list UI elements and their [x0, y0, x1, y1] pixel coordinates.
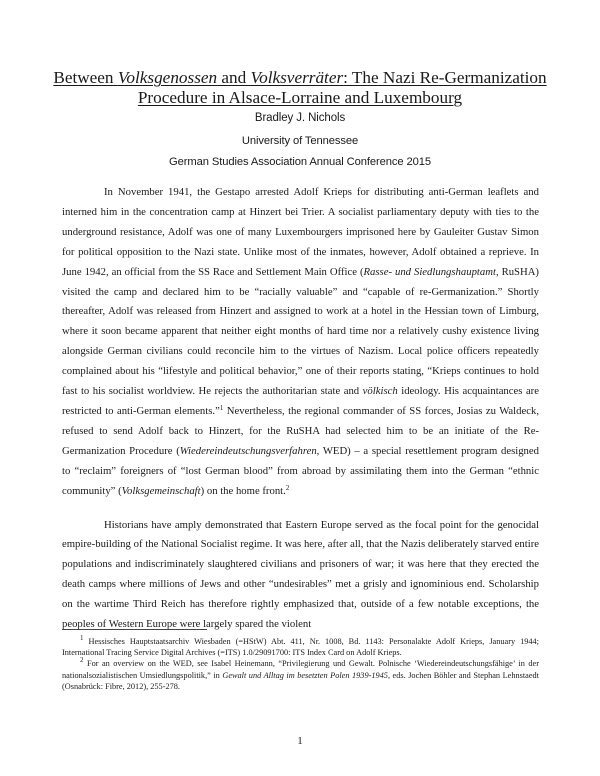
title-text: : The Nazi Re-Germanization: [343, 68, 547, 87]
footnote-1: $^1$ Hessisches Hauptstaatsarchiv Wiesbaden (=HStW) Abt. 411, Nr. 1008, Bd. 1143: Personalakte Adolf Krieps, January 1944; International Tracing Service Digital Archives (=ITS) 1.0/29091700: ITS Index Card on Adolf Krieps.: [62, 634, 539, 658]
title-italic-volksgenossen: Volksgenossen: [117, 68, 218, 87]
footnote-ref-2[interactable]: 2: [285, 483, 290, 492]
page-number: 1: [297, 735, 303, 747]
paragraph-1: In November 1941, the Gestapo arrested Adolf Krieps for distributing anti-German leaflets and interned him in the concentration camp at Hinzert bei Trier. A socialist parliamentary deputy with ties to the underground resistance, Adolf was one of many Luxembourgers imprisoned here by Gauleiter Gustav Simon for political opposition to the Nazi state. Unlike most of the inmates, however, Adolf obtained a reprieve. In June 1942, an official from the SS Race and Settlement Main Office (Rasse- und Siedlungshauptamt, RuSHA) visited the camp and declared him to be “racially valuable” and “capable of re-Germanization.” Shortly thereafter, Adolf was released from Hinzert and assigned to work at a hotel in the Hessian town of Limburg, where it soon became apparent that neither eight months of hard time nor a relatively cushy existence living alongside German civilians could reconcile him to the virtues of Nazism. Local police officers repeatedly complained about his “lifestyle and political behavior,” one of their reports stating, “Krieps continues to hold fast to his socialist worldview. He rejects the authoritarian state and völkisch ideology. His acquaintances are restricted to anti-German elements.”$^1$ Nevertheless, the regional commander of SS forces, Josias zu Waldeck, refused to send Adolf back to Hinzert, for the RuSHA had selected him to be an initiate of the Re-Germanization Procedure (Wiedereindeutschungsverfahren, WED) – a special resettlement program designed to “reclaim” foreigners of “lost German blood” from abroad by assimilating them into the German “ethnic community” (Volksgemeinschaft) on the home front.$^2$: [62, 186, 539, 497]
title-text: and: [217, 68, 251, 87]
author-affiliation: University of Tennessee: [241, 135, 359, 147]
paragraph-2: Historians have amply demonstrated that Eastern Europe served as the focal point for the genocidal empire-building of the National Socialist regime. It was here, after all, that the Nazis deliberately starved entire populations and indiscriminately slaughtered civilians and prisoners of war; it was here that they erected the death camps where millions of Jews and other “undesirables” met a grisly and ignominious end. Scholarship on the wartime Third Reich has therefore rightly emphasized that, outside of a few notable exceptions, the peoples of Western Europe were largely spared the violent: [62, 518, 539, 631]
title-italic-volksverraeter: Volksverräter: [250, 68, 344, 87]
conference-name: German Studies Association Annual Conference 2015: [169, 156, 431, 168]
footnote-2: $^2$ For an overview on the WED, see Isabel Heinemann, “Privilegierung und Gewalt. Polnische ‘Wiedereindeutschungsfähige’ in der nationalsozialistischen Umsiedlungspolitik,” in Gewalt und Alltag im besetzten Polen 1939-1945, eds. Jochen Böhler and Stephan Lehnstaedt (Osnabrück: Fibre, 2012), 255-278.: [62, 656, 539, 691]
footnotes: [62, 636, 539, 692]
author-name: Bradley J. Nichols: [254, 112, 346, 124]
body-text: [62, 183, 539, 635]
footnote-ref-1[interactable]: 1: [219, 403, 224, 412]
paper-title: [40, 68, 560, 108]
footnote-divider: [62, 629, 207, 630]
title-line-2: Procedure in Alsace-Lorraine and Luxembourg: [137, 88, 463, 107]
title-text: Between: [53, 68, 118, 87]
